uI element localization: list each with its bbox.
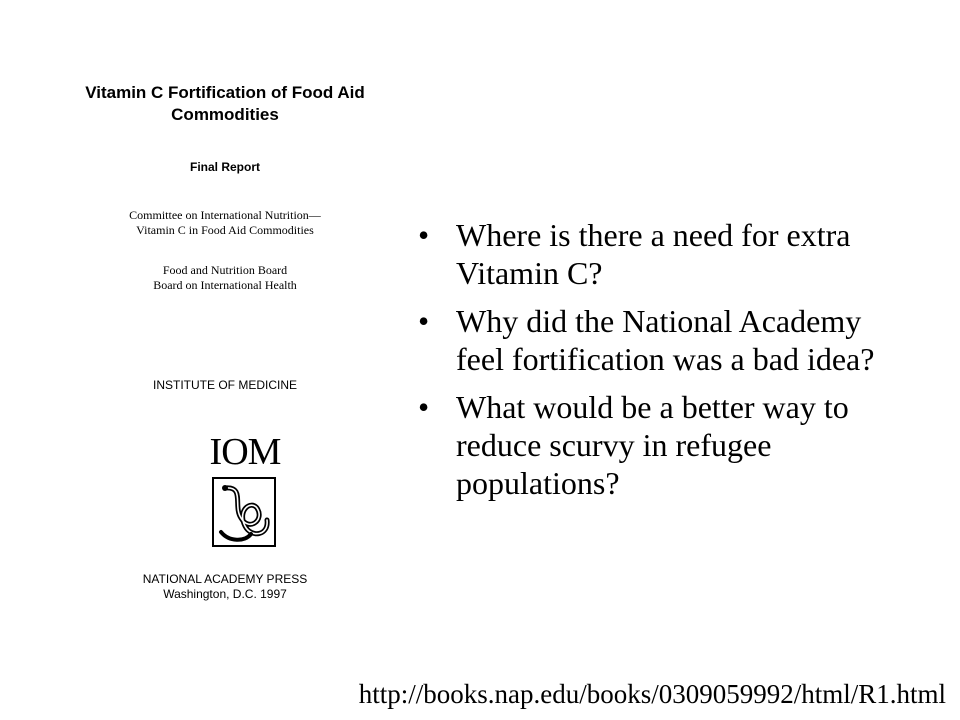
publisher-name: NATIONAL ACADEMY PRESS xyxy=(142,572,308,586)
cover-title xyxy=(60,82,390,126)
committee-line2: Vitamin C in Food Aid Commodities xyxy=(136,223,314,237)
cover-title-line1: Vitamin C Fortification of Food Aid xyxy=(85,83,365,102)
question-text: What would be a better way to reduce scurvy in refugee populations? xyxy=(456,389,849,501)
source-link[interactable]: http://books.nap.edu/books/0309059992/html/R1.html xyxy=(358,679,946,709)
question-item xyxy=(418,216,898,292)
committee-name xyxy=(60,208,390,238)
institute-name: INSTITUTE OF MEDICINE xyxy=(153,378,297,392)
report-cover xyxy=(60,60,440,620)
cover-subtitle: Final Report xyxy=(189,160,260,174)
board-names xyxy=(60,263,390,293)
board-line1: Food and Nutrition Board xyxy=(162,263,288,277)
publisher-info xyxy=(60,572,390,602)
question-text: Where is there a need for extra Vitamin C? xyxy=(456,217,851,291)
bullet-icon: • xyxy=(418,389,430,425)
bullet-icon: • xyxy=(418,303,430,339)
committee-line1: Committee on International Nutrition— xyxy=(129,208,321,222)
question-item xyxy=(418,388,898,502)
serpent-emblem-icon xyxy=(211,476,277,548)
question-list xyxy=(418,216,898,512)
publish-place-year: Washington, D.C. 1997 xyxy=(163,587,287,601)
bullet-icon: • xyxy=(418,217,430,253)
question-item xyxy=(418,302,898,378)
cover-title-line2: Commodities xyxy=(171,105,279,124)
iom-logo xyxy=(205,432,285,552)
board-line2: Board on International Health xyxy=(153,278,297,292)
question-text: Why did the National Academy feel fortification was a bad idea? xyxy=(456,303,875,377)
iom-logo-text: IOM xyxy=(209,431,281,473)
